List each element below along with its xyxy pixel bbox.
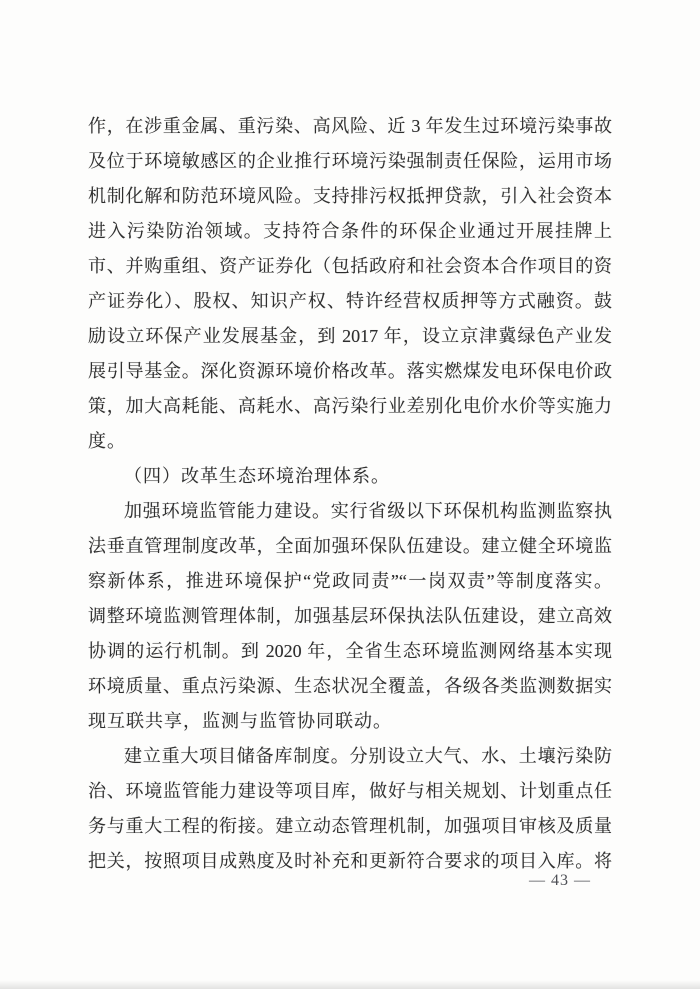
text-line: 治、环境监管能力建设等项目库，做好与相关规划、计划重点任 [88, 781, 612, 801]
text-line: 度。 [88, 431, 126, 451]
text-line: 及位于环境敏感区的企业推行环境污染强制责任保险，运用市场 [88, 151, 612, 171]
text-line: 环境质量、重点污染源、生态状况全覆盖，各级各类监测数据实 [88, 676, 612, 696]
text-line: 产证券化）、股权、知识产权、特许经营权质押等方式融资。鼓 [88, 291, 612, 311]
text-line: 励设立环保产业发展基金，到 2017 年，设立京津冀绿色产业发 [88, 326, 612, 346]
section-heading: （四）改革生态环境治理体系。 [124, 466, 390, 486]
document-body [88, 109, 612, 879]
text-line: 务与重大工程的衔接。建立动态管理机制，加强项目审核及质量 [88, 816, 612, 836]
text-line: 作，在涉重金属、重污染、高风险、近 3 年发生过环境污染事故 [88, 116, 612, 136]
page-bottom-scan-shadow [0, 980, 700, 989]
text-line: 察新体系，推进环境保护“党政同责”“一岗双责”等制度落实。 [88, 571, 612, 591]
text-line: 策，加大高耗能、高耗水、高污染行业差别化电价水价等实施力 [88, 396, 612, 416]
text-line: 协调的运行机制。到 2020 年，全省生态环境监测网络基本实现 [88, 641, 612, 661]
text-line: 进入污染防治领域。支持符合条件的环保企业通过开展挂牌上 [88, 221, 612, 241]
text-line: 调整环境监测管理体制，加强基层环保执法队伍建设，建立高效 [88, 606, 612, 626]
text-line: 把关，按照项目成熟度及时补充和更新符合要求的项目入库。将 [88, 851, 612, 871]
text-line: 市、并购重组、资产证券化（包括政府和社会资本合作项目的资 [88, 256, 612, 276]
page-number: — 43 — [529, 872, 591, 889]
text-line: 加强环境监管能力建设。实行省级以下环保机构监测监察执 [124, 501, 612, 521]
text-line: 法垂直管理制度改革，全面加强环保队伍建设。建立健全环境监 [88, 536, 612, 556]
text-line: 建立重大项目储备库制度。分别设立大气、水、土壤污染防 [124, 746, 612, 766]
text-line: 展引导基金。深化资源环境价格改革。落实燃煤发电环保电价政 [88, 361, 612, 381]
text-line: 机制化解和防范环境风险。支持排污权抵押贷款，引入社会资本 [88, 186, 612, 206]
text-line: 现互联共享，监测与监管协同联动。 [88, 711, 392, 731]
